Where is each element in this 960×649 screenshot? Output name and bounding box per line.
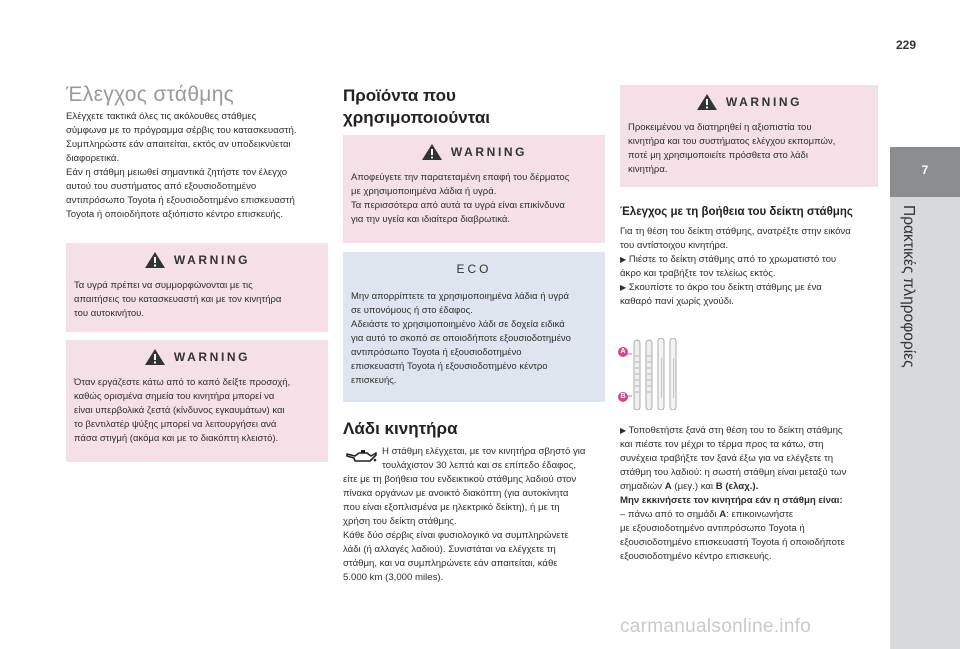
dipstick-heading: Έλεγχος με τη βοήθεια του δείκτη στάθμης (620, 206, 853, 218)
marker-b-badge: B (618, 392, 628, 402)
engine-oil-intro: Η στάθμη ελέγχεται, με τον κινητήρα σβηστό για τουλάχιστον 30 λεπτά και σε επίπεδο έδαφος, (382, 446, 586, 471)
chapter-number: 7 (890, 147, 960, 197)
warning-box-hot-engine: WARNING Όταν εργάζεστε κάτω από το καπό δείξτε προσοχή, καθώς ορισμένα σημεία του κινητήρα μπορεί να είναι υπερβολικά ζεστά (κίνδυνος εγκαυμάτων) και το βεντιλατέρ ψύξης μπορεί να λειτουργήσει ανά πάσα στιγμή (ακόμα και με το διακόπτη κλειστό). (66, 340, 328, 462)
level-check-paragraph: Ελέγχετε τακτικά όλες τις ακόλουθες στάθμες σύμφωνα με το πρόγραμμα σέρβις του κατασκευαστή. Συμπληρώστε εάν απαιτείται, εκτός αν υποδεικνύεται διαφορετικά. Εάν η στάθμη μειωθεί σημαντικά ζητήστε τον έλεγχο αυτού του συστήματος από εξουσιοδοτημένο αντιπρόσωπο Toyota ή εξουσιοδοτημένο επισκευαστή Toyota ή οποιοδήποτε αξιόπιστο κέντρο επισκευής. (66, 111, 297, 220)
chapter-label: Πρακτικές πληροφορίες (900, 205, 917, 368)
section-title-level-check: Έλεγχος στάθμης (66, 83, 235, 106)
warning-title: WARNING (450, 145, 528, 159)
warning-title: WARNING (173, 350, 251, 364)
oil-can-icon (345, 447, 377, 467)
dipstick-check-steps: ▶ Τοποθετήστε ξανά στη θέση του το δείκτη στάθμης και πιέστε τον μέχρι το τέρμα προς τα κάτω, στη συνέχεια τραβήξτε τον ξανά έξω για να ελέγξετε τη στάθμη του λαδιού: η σωστή στάθμη είναι μεταξύ των σημαδιών A (μεγ.) και B (ελαχ.). Μην εκκινήσετε τον κινητήρα εάν η στάθμη είναι: – πάνω από το σημάδι A: επικοινωνήστε με εξουσιοδοτημένο αντιπρόσωπο Toyota ή εξουσιοδοτημένο επισκευαστή Toyota ή οποιοδήποτε εξουσιοδοτημένο κέντρο επισκευής. (620, 425, 847, 562)
eco-title: ECO (456, 262, 492, 276)
warning-triangle-icon (421, 143, 443, 161)
page-number: 229 (895, 38, 916, 52)
column-1 (66, 83, 324, 222)
warning-triangle-icon (144, 251, 166, 269)
dipstick-illustration (618, 338, 692, 410)
products-heading: Προϊόντα που χρησιμοποιούνται (343, 86, 491, 127)
warning-title: WARNING (725, 95, 803, 109)
warning-box-fluids: WARNING Τα υγρά πρέπει να συμμορφώνονται με τις απαιτήσεις του κατασκευαστή και με τον κινητήρα του αυτοκινήτου. (66, 243, 328, 332)
warning-triangle-icon (144, 348, 166, 366)
bullet-arrow-icon: ▶ (620, 255, 627, 264)
bullet-arrow-icon: ▶ (620, 426, 627, 435)
marker-a-badge: A (618, 347, 628, 357)
warning-box-skin-contact: WARNING Αποφεύγετε την παρατεταμένη επαφή του δέρματος με χρησιμοποιημένα λάδια ή υγρά. Τα περισσότερα από αυτά τα υγρά είναι επικίνδυνα για την υγεία και ιδιαίτερα διαβρωτικά. (343, 135, 605, 243)
warning-box-additives: WARNING Προκειμένου να διατηρηθεί η αξιοπιστία του κινητήρα και του συστήματος ελέγχου εκπομπών, ποτέ μη χρησιμοποιείτε πρόσθετα στο λάδι κινητήρα. (620, 85, 878, 187)
engine-oil-heading: Λάδι κινητήρα (343, 419, 458, 438)
engine-oil-body: είτε με τη βοήθεια του ενδεικτικού στάθμης λαδιού στον πίνακα οργάνων με ανοικτό διακόπτη (για αυτοκίνητα που είναι εξοπλισμένα με ηλεκτρικό δείκτη), ή με τη χρήση του δείκτη στάθμης. Κάθε δύο σέρβις είναι φυσιολογικό να συμπληρώνετε λάδι (ή αλλαγές λαδιού). Συνιστάται να ελέγχετε τη στάθμη, και να συμπληρώνετε εάν απαιτείται, κάθε 5.000 km (3,000 miles). (343, 474, 577, 583)
watermark: carmanualsonline.info (620, 616, 812, 637)
warning-triangle-icon (696, 93, 718, 111)
bullet-arrow-icon: ▶ (620, 283, 627, 292)
do-not-start-warning: Μην εκκινήσετε τον κινητήρα εάν η στάθμη είναι: (620, 495, 843, 506)
eco-box-disposal: ECO Μην απορρίπτετε τα χρησιμοποιημένα λάδια ή υγρά σε υπονόμους ή στο έδαφος. Αδειάστε το χρησιμοποιημένο λάδι σε δοχεία ειδικά για αυτό το σκοπό σε οποιοδήποτε εξουσιοδοτημένο αντιπρόσωπο Toyota ή εξουσιοδοτημένο επισκευαστή Toyota ή εξουσιοδοτημένο κέντρο επισκευής. (343, 252, 605, 402)
dipstick-instructions: Για τη θέση του δείκτη στάθμης, ανατρέξτε στην εικόνα του αντίστοιχου κινητήρα. ▶ Πιέστε το δείκτη στάθμης από το χρωματιστό του άκρο και τραβήξτε τον τελείως εκτός. ▶ Σκουπίστε το άκρο του δείκτη στάθμης με ένα καθαρό πανί χωρίς χνούδι. (620, 226, 851, 307)
warning-title: WARNING (173, 253, 251, 267)
